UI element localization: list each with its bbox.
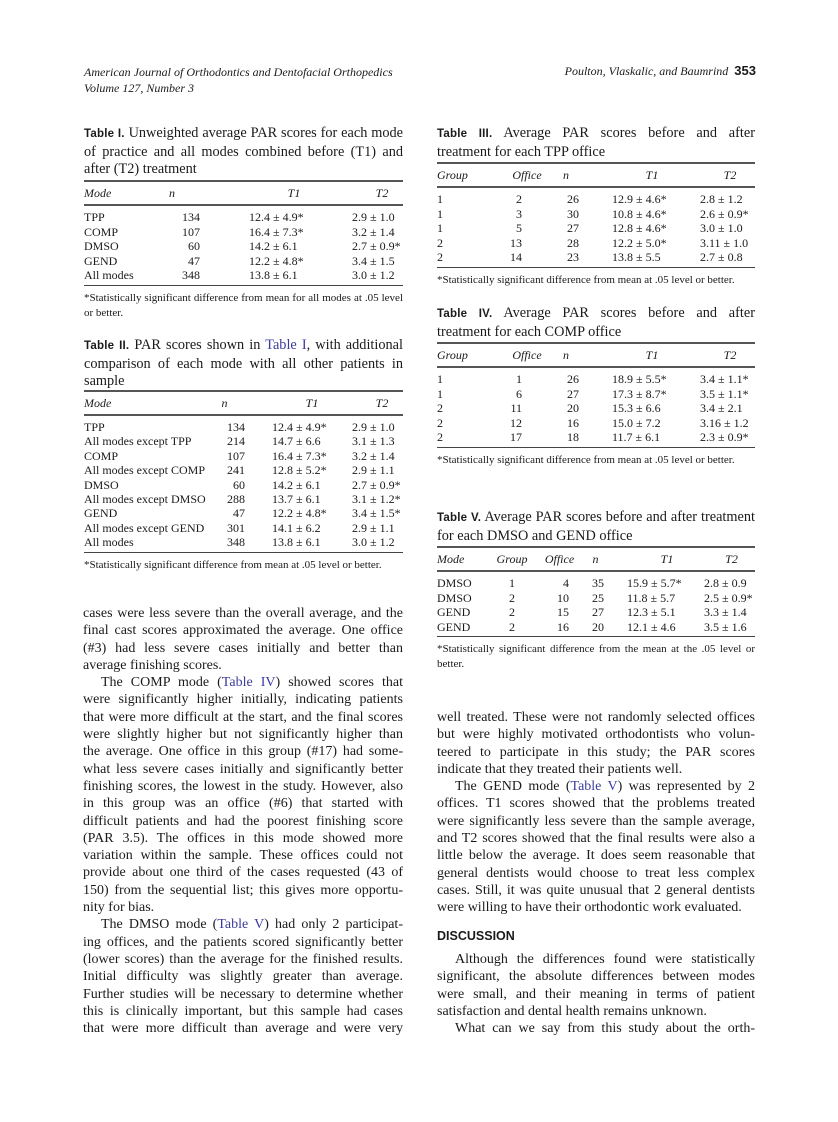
table-cell: 241 — [227, 463, 245, 478]
column-header: Group — [496, 552, 528, 566]
table-cell: 13.8 ± 5.5 — [612, 250, 661, 264]
text-line: 150) from the sequential list; this gives more opportu- — [83, 882, 403, 898]
text-line: ing offices, and the patients scored significantly better — [83, 934, 403, 950]
table-footnote: *Statistically significant difference from mean for all modes at .05 level or better. — [84, 291, 403, 319]
table-5 — [437, 509, 755, 670]
table-footnote: *Statistically significant difference from mean at .05 level or better. — [84, 558, 382, 571]
table-cell: 4 — [563, 576, 569, 590]
table-rule — [437, 342, 755, 344]
paragraph — [83, 674, 403, 916]
table-cell: 107 — [227, 448, 245, 463]
text-line: average finishing scores. — [83, 657, 222, 673]
text-line: satisfaction and dental health remains unknown. — [437, 1003, 707, 1019]
table-cell: 1 — [437, 372, 443, 386]
text-line: (PAR 3.5). The offices in this mode showed more — [83, 830, 403, 846]
table-cell: 2.9 ± 1.1 — [352, 463, 395, 478]
table-cell: 134 — [227, 420, 245, 434]
table-cell: 13 — [510, 235, 522, 250]
table-header-row — [437, 348, 755, 363]
table-cell: 1 — [437, 192, 443, 206]
table-cell: 17.3 ± 8.7* — [612, 386, 667, 401]
table-row — [84, 434, 403, 449]
table-row — [437, 620, 755, 635]
table-rule — [84, 285, 403, 286]
table-cell: 12.2 ± 5.0* — [612, 235, 667, 250]
table-rule — [437, 546, 755, 548]
table-rule — [84, 390, 403, 392]
table-row — [84, 254, 403, 269]
table-cell: 26 — [567, 372, 579, 386]
column-header: Mode — [437, 552, 465, 566]
table-cell: 27 — [567, 386, 579, 401]
table-cell: 12.9 ± 4.6* — [612, 192, 667, 206]
table-row — [437, 372, 755, 387]
table-row — [84, 492, 403, 507]
table-header-row — [437, 552, 755, 567]
table-cell: 47 — [188, 253, 200, 268]
table-cell: 2 — [509, 619, 515, 634]
table-cell: 18.9 ± 5.5* — [612, 372, 667, 386]
table-cell: 2 — [437, 415, 443, 430]
table-cell: 2.7 ± 0.8 — [700, 250, 743, 264]
text-line: offices. T1 scores showed that the problems treated — [437, 796, 755, 812]
table-cell: 3.5 ± 1.6 — [704, 619, 747, 634]
table-cell: All modes except DMSO — [84, 492, 206, 506]
table-cell: TPP — [84, 420, 105, 434]
text-line: in this group was an office (#6) that started with — [83, 796, 403, 812]
table-cell: 1 — [437, 386, 443, 401]
table-cell: 1 — [516, 372, 522, 386]
paragraph — [83, 916, 403, 1037]
table-cell: TPP — [84, 210, 105, 224]
table-cell: 3.0 ± 1.2 — [352, 535, 395, 550]
table-4 — [437, 305, 755, 466]
table-2 — [84, 337, 403, 571]
table-rule — [84, 204, 403, 206]
journal-name: American Journal of Orthodontics and Dentofacial Orthopedics — [84, 65, 393, 79]
table-footnote: *Statistically significant difference from the mean at the .05 level or better. — [437, 643, 755, 670]
table-row — [437, 221, 755, 236]
table-cell: 301 — [227, 520, 245, 535]
table-reference-link[interactable]: Table V — [217, 917, 265, 933]
text-line: Although the differences found were statistically — [455, 952, 755, 967]
column-header: Group — [437, 348, 468, 362]
table-cell: 2.8 ± 1.2 — [700, 192, 743, 206]
table-cell: 3.4 ± 1.5 — [352, 253, 395, 268]
table-cell: 2.5 ± 0.9* — [704, 590, 753, 605]
table-cell: 27 — [592, 605, 604, 619]
column-header: n — [563, 168, 569, 182]
column-header: Office — [512, 168, 542, 182]
table-cell: 15.3 ± 6.6 — [612, 401, 661, 415]
table-cell: 2 — [437, 430, 443, 444]
table-cell: 11.7 ± 6.1 — [612, 430, 661, 444]
table-row — [437, 430, 755, 445]
table-row — [437, 250, 755, 265]
table-cell: 30 — [567, 206, 579, 221]
column-header: n — [221, 396, 228, 410]
column-header: T2 — [375, 186, 389, 200]
table-cell: 2.8 ± 0.9 — [704, 576, 747, 590]
table-cell: 20 — [592, 619, 604, 634]
table-cell: 17 — [510, 430, 522, 444]
table-row — [84, 521, 403, 536]
table-cell: 16.4 ± 7.3* — [249, 224, 304, 239]
text-line: what less severe cases initially and significantly better — [83, 761, 403, 777]
table-cell: COMP — [84, 448, 119, 463]
text-line: the average. One office in this group (#17) had some- — [83, 744, 403, 760]
table-cell: 14.1 ± 6.2 — [272, 520, 321, 535]
text-line: Further studies will be necessary to determine whether — [83, 986, 403, 1002]
table-cell: All modes except GEND — [84, 520, 205, 535]
table-row — [84, 506, 403, 521]
table-reference-link[interactable]: Table V — [570, 779, 618, 795]
text-line: but were highly motivated orthodontists who volun- — [437, 727, 755, 743]
table-cell: 12.2 ± 4.8* — [249, 253, 304, 268]
table-cell: 14.7 ± 6.6 — [272, 434, 321, 449]
table-cell: 10 — [557, 590, 569, 605]
table-cell: 25 — [592, 590, 604, 605]
body-right-column — [437, 709, 755, 917]
table-cell: 13.8 ± 6.1 — [272, 535, 321, 550]
table-row — [84, 268, 403, 283]
table-cell: 26 — [567, 192, 579, 206]
table-cell: 348 — [227, 535, 245, 550]
table-cell: 1 — [437, 206, 443, 221]
column-header: T1 — [305, 396, 319, 410]
table-label: Table I. — [84, 128, 125, 140]
table-cell: 134 — [182, 210, 200, 224]
text-line: The DMSO mode (Table V) had only 2 participat- — [101, 917, 403, 933]
table-cell: 27 — [567, 221, 579, 235]
table-cell: 6 — [516, 386, 522, 401]
table-cell: 28 — [567, 235, 579, 250]
text-line: were significantly higher initially, indicating patients — [83, 692, 403, 708]
table-row — [437, 576, 755, 591]
table-cell: 18 — [567, 430, 579, 444]
text-line: (lower scores) than the average for the finished results. — [83, 951, 403, 967]
table-row — [84, 225, 403, 240]
running-header-right — [565, 63, 756, 79]
table-cell: 348 — [182, 268, 200, 282]
table-cell: 12.8 ± 5.2* — [272, 463, 327, 478]
table-row — [437, 591, 755, 606]
table-cell: 12.4 ± 4.9* — [249, 210, 304, 224]
table-cell: 3.2 ± 1.4 — [352, 224, 395, 239]
table-rule — [437, 366, 755, 368]
table-link[interactable]: Table I — [265, 337, 307, 353]
text-line: this is clinically important, but this sample had cases — [83, 1003, 403, 1019]
table-cell: 1 — [509, 576, 515, 590]
table-title: Average PAR scores before and after treatment for each TPP office — [437, 125, 755, 160]
table-cell: 3.0 ± 1.0 — [700, 221, 743, 235]
table-cell: 2 — [516, 192, 522, 206]
paragraph — [437, 951, 755, 1020]
paragraph — [437, 709, 755, 778]
table-cell: 13.8 ± 6.1 — [249, 268, 298, 282]
column-header: T2 — [723, 168, 737, 182]
table-header-row — [84, 186, 403, 201]
column-header: T1 — [645, 168, 659, 182]
table-row — [437, 401, 755, 416]
table-label: Table IV. — [437, 308, 493, 320]
text-line: The COMP mode (Table IV) showed scores that — [101, 675, 404, 691]
page-number: 353 — [734, 63, 756, 78]
table-cell: 3.3 ± 1.4 — [704, 605, 747, 619]
paragraph — [437, 778, 755, 916]
table-cell: 2.7 ± 0.9* — [352, 477, 401, 492]
table-cell: All modes — [84, 268, 134, 282]
text-line: well treated. These were not randomly selected offices — [437, 710, 755, 725]
table-footnote: *Statistically significant difference from mean at .05 level or better. — [437, 453, 735, 466]
table-cell: All modes — [84, 535, 134, 550]
text-line: cases. Still, it was quite unusual that 2 general dentists — [437, 882, 755, 898]
table-cell: 20 — [567, 401, 579, 415]
table-cell: 11 — [510, 401, 522, 415]
table-caption — [84, 337, 403, 391]
table-cell: 3.1 ± 1.3 — [352, 434, 395, 449]
text-line: Initial difficulty was slightly greater than average. — [83, 969, 403, 985]
table-cell: GEND — [84, 253, 118, 268]
column-header: Group — [437, 168, 468, 182]
table-row — [437, 387, 755, 402]
table-cell: 12.3 ± 5.1 — [627, 605, 676, 619]
table-cell: 2 — [437, 250, 443, 264]
table-row — [437, 192, 755, 207]
table-cell: 3.16 ± 1.2 — [700, 415, 749, 430]
table-title: Unweighted average PAR scores for each mode of practice and all modes combined before (T1) and after (T2) treatment — [84, 125, 403, 177]
table-row — [84, 478, 403, 493]
column-header: T1 — [645, 348, 659, 362]
table-cell: 5 — [516, 221, 522, 235]
table-row — [84, 420, 403, 435]
column-header: T2 — [723, 348, 737, 362]
table-reference-link[interactable]: Table IV — [221, 675, 276, 691]
title-text: PAR scores shown in — [134, 337, 266, 353]
table-rule — [437, 267, 755, 268]
table-footnote: *Statistically significant difference from mean at .05 level or better. — [437, 273, 735, 286]
table-label: Table III. — [437, 128, 493, 140]
table-cell: 16.4 ± 7.3* — [272, 448, 327, 463]
column-header: n — [169, 186, 175, 200]
text-line: little below the average. It does seem reasonable that — [437, 848, 755, 864]
table-cell: 2 — [437, 235, 443, 250]
table-cell: 3.1 ± 1.2* — [352, 492, 401, 506]
text-line: difficult patients and had the poorest finishing score — [83, 813, 403, 829]
table-cell: 2 — [437, 401, 443, 415]
column-header: n — [563, 348, 569, 362]
text-line: teered to participate in this study; the PAR scores — [437, 744, 755, 760]
table-cell: DMSO — [437, 590, 472, 605]
table-row — [437, 416, 755, 431]
table-cell: 1 — [437, 221, 443, 235]
table-cell: 2 — [509, 605, 515, 619]
table-cell: 2.6 ± 0.9* — [700, 206, 749, 221]
table-cell: 23 — [567, 250, 579, 264]
table-cell: 3 — [516, 206, 522, 221]
table-cell: 60 — [188, 239, 200, 253]
table-cell: 2.7 ± 0.9* — [352, 239, 401, 253]
table-cell: 14.2 ± 6.1 — [249, 239, 298, 253]
column-header: T2 — [725, 552, 738, 566]
table-caption — [437, 509, 755, 545]
text-line: final cast scores approximated the average. One office — [83, 623, 403, 639]
table-cell: 107 — [182, 224, 200, 239]
table-rule — [84, 180, 403, 182]
text-line: variation within the sample. These offices could not — [83, 848, 403, 864]
table-cell: 2.9 ± 1.0 — [352, 420, 395, 434]
text-line: cases were less severe than the overall average, and the — [83, 606, 403, 621]
table-cell: 60 — [233, 477, 245, 492]
text-line: (#3) had less severe cases initially and better than — [83, 640, 403, 656]
table-label: Table II. — [84, 340, 130, 352]
paragraph — [83, 605, 403, 674]
table-cell: 3.4 ± 1.5* — [352, 506, 401, 521]
table-cell: 288 — [227, 492, 245, 506]
text-line: were slightly higher but not significantly higher than — [83, 727, 403, 743]
column-header: Office — [512, 348, 542, 362]
table-rule — [84, 552, 403, 553]
table-1 — [84, 125, 403, 319]
table-label: Table V. — [437, 512, 482, 524]
table-cell: All modes except TPP — [84, 434, 192, 449]
text-line: that were more difficult at the start, and the final scores — [83, 709, 403, 725]
text-line: were willing to have their orthodontic work evaluated. — [437, 900, 742, 916]
table-row — [84, 463, 403, 478]
text-line: were small, and their meaning in terms of patient — [437, 986, 755, 1002]
text-line: were significantly less severe than the sample average, — [437, 813, 755, 829]
table-cell: 12.2 ± 4.8* — [272, 506, 327, 521]
table-rule — [437, 186, 755, 188]
text-line: What can we say from this study about the orth- — [455, 1021, 755, 1037]
table-cell: 12.4 ± 4.9* — [272, 420, 327, 434]
table-cell: 3.4 ± 2.1 — [700, 401, 743, 415]
table-header-row — [84, 396, 403, 411]
text-line: and T2 scores showed that the final results were also a — [437, 831, 755, 847]
table-row — [437, 207, 755, 222]
column-header: Mode — [84, 396, 112, 410]
table-cell: COMP — [84, 224, 119, 239]
table-cell: 2.9 ± 1.1 — [352, 520, 395, 535]
table-cell: 11.8 ± 5.7 — [627, 590, 676, 605]
table-cell: 15 — [557, 605, 569, 619]
table-row — [84, 535, 403, 550]
table-cell: 2.9 ± 1.0 — [352, 210, 395, 224]
table-cell: 2 — [509, 590, 515, 605]
table-header-row — [437, 168, 755, 183]
column-header: T1 — [660, 552, 674, 566]
table-caption — [437, 305, 755, 341]
table-cell: DMSO — [84, 477, 119, 492]
column-header: Office — [544, 552, 575, 566]
text-line: finishing scores, the lowest in the study. However, also — [83, 778, 403, 794]
table-row — [437, 236, 755, 251]
table-caption — [437, 125, 755, 161]
title-text: , with additional comparison of each mode with all other patients in sample — [84, 337, 403, 389]
table-cell: 12.1 ± 4.6 — [627, 619, 676, 634]
table-cell: 35 — [592, 576, 604, 590]
table-cell: 14.2 ± 6.1 — [272, 477, 321, 492]
table-cell: 3.2 ± 1.4 — [352, 448, 395, 463]
table-cell: GEND — [437, 619, 471, 634]
table-row — [84, 210, 403, 225]
text-line: nity for bias. — [83, 900, 155, 916]
column-header: n — [592, 552, 599, 566]
table-cell: GEND — [437, 605, 471, 619]
text-line: that were more difficult than average and were very — [83, 1021, 403, 1037]
table-cell: 10.8 ± 4.6* — [612, 206, 667, 221]
paragraph — [437, 1020, 755, 1037]
table-rule — [437, 447, 755, 448]
column-header: Mode — [84, 186, 112, 200]
table-cell: 16 — [557, 619, 569, 634]
text-line: indicate that they treated their patients well. — [437, 761, 683, 777]
table-cell: 2.3 ± 0.9* — [700, 430, 749, 444]
table-cell: 12 — [510, 415, 522, 430]
table-cell: 214 — [227, 434, 245, 449]
table-cell: 14 — [510, 250, 522, 264]
table-cell: 3.0 ± 1.2 — [352, 268, 395, 282]
journal-volume: Volume 127, Number 3 — [84, 81, 194, 95]
authors: Poulton, Vlaskalic, and Baumrind — [564, 64, 729, 78]
table-title — [84, 337, 403, 389]
table-cell: DMSO — [84, 239, 119, 253]
table-rule — [84, 414, 403, 416]
section-heading-discussion: DISCUSSION — [437, 929, 515, 943]
table-title: Average PAR scores before and after treatment for each COMP office — [437, 305, 755, 340]
table-rule — [437, 636, 755, 637]
table-cell: 13.7 ± 6.1 — [272, 492, 321, 506]
table-row — [437, 605, 755, 620]
text-line: The GEND mode (Table V) was represented by 2 — [455, 779, 755, 795]
discussion-body — [437, 951, 755, 1037]
text-line: significant, the absolute differences between modes — [437, 969, 755, 985]
running-header-left — [84, 64, 393, 96]
body-left-column — [83, 605, 403, 1037]
text-line: provide about one third of the cases requested (43 of — [83, 865, 403, 881]
column-header: T2 — [375, 396, 389, 410]
table-cell: 3.5 ± 1.1* — [700, 386, 749, 401]
table-cell: 15.0 ± 7.2 — [612, 415, 661, 430]
table-cell: 16 — [567, 415, 579, 430]
table-rule — [437, 570, 755, 572]
table-cell: DMSO — [437, 576, 472, 590]
table-cell: 3.4 ± 1.1* — [700, 372, 749, 386]
column-header: T1 — [287, 186, 301, 200]
table-title: Average PAR scores before and after treatment for each DMSO and GEND office — [437, 509, 755, 544]
table-row — [84, 239, 403, 254]
table-cell: 47 — [233, 506, 245, 521]
table-cell: 3.11 ± 1.0 — [700, 235, 749, 250]
table-caption — [84, 125, 403, 179]
table-cell: All modes except COMP — [84, 463, 205, 478]
table-rule — [437, 162, 755, 164]
table-row — [84, 449, 403, 464]
text-line: general dentists would choose to treat less complex — [437, 865, 755, 881]
table-cell: 15.9 ± 5.7* — [627, 576, 682, 590]
table-cell: 12.8 ± 4.6* — [612, 221, 667, 235]
table-3 — [437, 125, 755, 286]
table-cell: GEND — [84, 506, 118, 521]
